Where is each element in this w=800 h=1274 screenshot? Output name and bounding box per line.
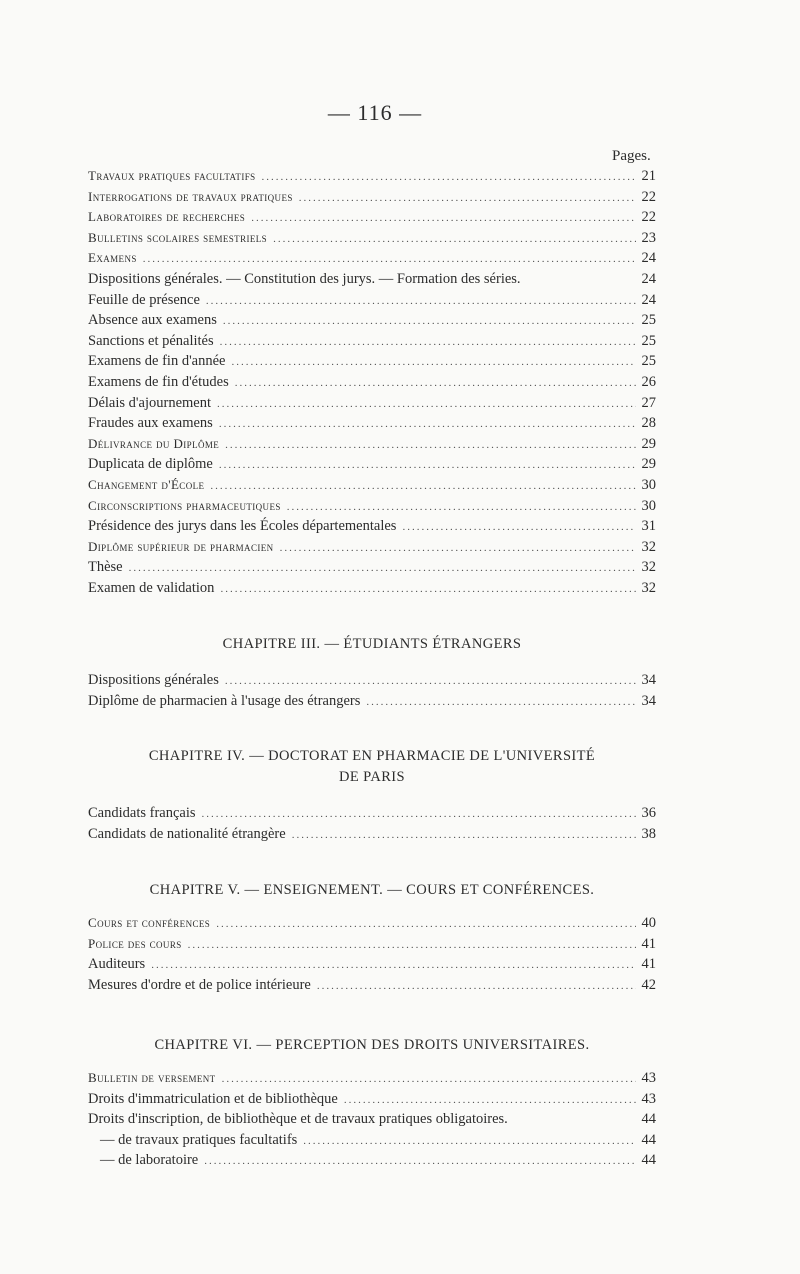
toc-entry-page: 22 — [641, 209, 656, 226]
dot-leader — [303, 1135, 636, 1147]
dot-leader — [222, 1073, 636, 1085]
toc-entry-page: 32 — [641, 559, 656, 576]
toc-entry — [88, 271, 656, 292]
toc-entry-label: Délivrance du Diplôme — [88, 435, 220, 451]
dot-leader — [280, 542, 636, 554]
toc-entry — [88, 209, 656, 230]
toc-entry-page: 44 — [641, 1152, 656, 1169]
toc-section-chapter-6 — [88, 1070, 656, 1173]
page-number: — 116 — — [327, 100, 423, 125]
toc-entry-label: Droits d'inscription, de bibliothèque et de travaux pratiques obligatoires. — [88, 1111, 508, 1128]
toc-entry-page: 40 — [641, 915, 656, 931]
toc-entry — [88, 956, 656, 977]
pages-column-label: Pages. — [612, 148, 651, 164]
toc-section-chapter-5 — [88, 915, 656, 997]
dot-leader — [202, 808, 636, 820]
dot-leader — [299, 192, 636, 204]
toc-entry-page: 23 — [641, 229, 656, 246]
toc-entry-page: 41 — [641, 956, 656, 973]
toc-entry-label: Examens — [88, 250, 137, 266]
dot-leader — [317, 980, 636, 992]
dot-leader — [232, 356, 637, 368]
toc-entry-page: 32 — [641, 538, 656, 555]
toc-entry-page: 42 — [641, 976, 656, 993]
toc-entry — [88, 312, 656, 333]
toc-entry-label: Cours et conférences — [88, 915, 211, 930]
toc-entry — [88, 456, 656, 477]
dot-leader — [206, 295, 636, 307]
dot-leader — [188, 939, 636, 951]
toc-entry-page: 36 — [641, 805, 656, 821]
toc-entry-page: 29 — [641, 435, 656, 452]
toc-entry-page: 43 — [641, 1090, 656, 1107]
toc-entry — [88, 1111, 656, 1132]
toc-entry — [88, 693, 656, 714]
toc-entry-page: 31 — [641, 518, 656, 535]
dot-leader — [262, 171, 636, 183]
toc-entry-label: Présidence des jurys dans les Écoles départementales — [88, 518, 397, 535]
toc-entry-label: — de laboratoire — [100, 1152, 199, 1169]
toc-entry-page: 25 — [641, 353, 656, 370]
toc-entry — [88, 374, 656, 395]
dot-leader — [287, 501, 636, 513]
toc-entry-label: Dispositions générales — [88, 672, 219, 688]
toc-entry-label: Délais d'ajournement — [88, 394, 212, 411]
chapter-4-heading-line2: DE PARIS — [339, 769, 405, 785]
toc-entry-page: 43 — [641, 1070, 656, 1086]
toc-entry-label: Fraudes aux examens — [88, 415, 213, 432]
toc-entry-label: Mesures d'ordre et de police intérieure — [88, 976, 311, 993]
toc-entry-page: 30 — [641, 497, 656, 514]
toc-entry-page: 24 — [641, 270, 656, 287]
toc-entry-page: 26 — [641, 373, 656, 390]
toc-entry — [88, 826, 656, 847]
toc-entry-page: 24 — [641, 250, 656, 267]
toc-entry-label: Examens de fin d'année — [88, 353, 226, 370]
toc-entry — [88, 395, 656, 416]
toc-entry-label: Police des cours — [88, 935, 182, 951]
toc-entry-page: 25 — [641, 312, 656, 329]
toc-entry-page: 44 — [641, 1131, 656, 1148]
toc-entry-label: Diplôme de pharmacien à l'usage des étrangers — [88, 692, 361, 709]
dot-leader — [216, 918, 636, 930]
toc-entry — [88, 1152, 656, 1173]
toc-entry — [88, 977, 656, 998]
toc-entry-label: Changement d'École — [88, 476, 205, 492]
dot-leader — [366, 696, 636, 708]
toc-entry — [88, 436, 656, 457]
chapter-3-heading: CHAPITRE III. — ÉTUDIANTS ÉTRANGERS — [222, 636, 522, 652]
toc-entry — [88, 498, 656, 519]
toc-entry-page: 27 — [641, 394, 656, 411]
toc-entry — [88, 518, 656, 539]
toc-entry — [88, 805, 656, 826]
toc-entry-label: Sanctions et pénalités — [88, 332, 214, 349]
dot-leader — [223, 315, 636, 327]
toc-entry — [88, 353, 656, 374]
toc-entry-label: Thèse — [88, 559, 123, 576]
dot-leader — [220, 336, 636, 348]
toc-entry — [88, 477, 656, 498]
toc-entry-label: Circonscriptions pharmaceutiques — [88, 497, 281, 513]
chapter-6-heading: CHAPITRE VI. — PERCEPTION DES DROITS UNIVERSITAIRES. — [154, 1037, 590, 1053]
dot-leader — [251, 212, 636, 224]
toc-entry-label: Absence aux examens — [88, 312, 217, 329]
toc-entry-label: Candidats français — [88, 805, 196, 821]
toc-entry-page: 41 — [641, 935, 656, 952]
toc-entry — [88, 672, 656, 693]
toc-entry — [88, 1070, 656, 1091]
dot-leader — [210, 480, 636, 492]
toc-entry-label: Examen de validation — [88, 579, 215, 596]
toc-entry-label: Duplicata de diplôme — [88, 456, 213, 473]
dot-leader — [220, 583, 636, 595]
dot-leader — [292, 829, 636, 841]
toc-entry — [88, 539, 656, 560]
toc-entry-page: 38 — [641, 825, 656, 842]
chapter-4-heading — [88, 746, 656, 788]
dot-leader — [143, 253, 636, 265]
toc-entry-page: 44 — [641, 1111, 656, 1128]
toc-entry-page: 34 — [641, 672, 656, 688]
toc-entry-label: Bulletin de versement — [88, 1070, 216, 1085]
toc-entry-page: 24 — [641, 291, 656, 308]
toc-entry-page: 21 — [641, 168, 656, 184]
dot-leader — [235, 377, 636, 389]
toc-entry — [88, 250, 656, 271]
toc-entry-page: 29 — [641, 456, 656, 473]
dot-leader — [217, 398, 636, 410]
dot-leader — [129, 562, 636, 574]
toc-entry-page: 34 — [641, 692, 656, 709]
toc-entry — [88, 936, 656, 957]
toc-entry-label: Bulletins scolaires semestriels — [88, 229, 268, 245]
toc-entry-page: 22 — [641, 188, 656, 205]
dot-leader — [344, 1094, 636, 1106]
toc-entry — [88, 1091, 656, 1112]
toc-entry — [88, 168, 656, 189]
toc-entry — [88, 292, 656, 313]
chapter-5-heading: CHAPITRE V. — ENSEIGNEMENT. — COURS ET CONFÉRENCES. — [149, 882, 595, 898]
toc-entry-label: Diplôme supérieur de pharmacien — [88, 538, 274, 554]
toc-entry — [88, 915, 656, 936]
toc-entry — [88, 333, 656, 354]
toc-entry-label: Dispositions générales. — Constitution des jurys. — Formation des séries. — [88, 270, 521, 287]
dot-leader — [204, 1155, 636, 1167]
toc-entry — [88, 559, 656, 580]
dot-leader — [219, 459, 636, 471]
dot-leader — [402, 521, 636, 533]
dot-leader — [273, 233, 636, 245]
chapter-4-heading-line1: CHAPITRE IV. — DOCTORAT EN PHARMACIE DE L'UNIVERSITÉ — [148, 748, 596, 764]
toc-entry-label: Travaux pratiques facultatifs — [88, 168, 256, 183]
toc-entry — [88, 415, 656, 436]
toc-entry-page: 30 — [641, 476, 656, 493]
toc-entry-page: 32 — [641, 579, 656, 596]
toc-entry-label: — de travaux pratiques facultatifs — [100, 1131, 298, 1148]
toc-entry — [88, 1132, 656, 1153]
toc-entry-label: Candidats de nationalité étrangère — [88, 825, 286, 842]
dot-leader — [225, 675, 636, 687]
dot-leader — [225, 439, 636, 451]
toc-entry-page: 28 — [641, 415, 656, 432]
toc-entry-label: Interrogations de travaux pratiques — [88, 188, 293, 204]
toc-entry-label: Droits d'immatriculation et de bibliothèque — [88, 1090, 338, 1107]
toc-section-continued — [88, 168, 656, 600]
toc-entry — [88, 230, 656, 251]
toc-entry-page: 25 — [641, 332, 656, 349]
toc-entry-label: Feuille de présence — [88, 291, 200, 308]
toc-section-chapter-4 — [88, 805, 656, 846]
toc-entry — [88, 580, 656, 601]
toc-entry-label: Laboratoires de recherches — [88, 209, 246, 225]
toc-entry — [88, 189, 656, 210]
dot-leader — [219, 418, 636, 430]
toc-entry-label: Examens de fin d'études — [88, 373, 229, 390]
dot-leader — [151, 959, 636, 971]
toc-section-chapter-3 — [88, 672, 656, 713]
toc-entry-label: Auditeurs — [88, 956, 146, 973]
